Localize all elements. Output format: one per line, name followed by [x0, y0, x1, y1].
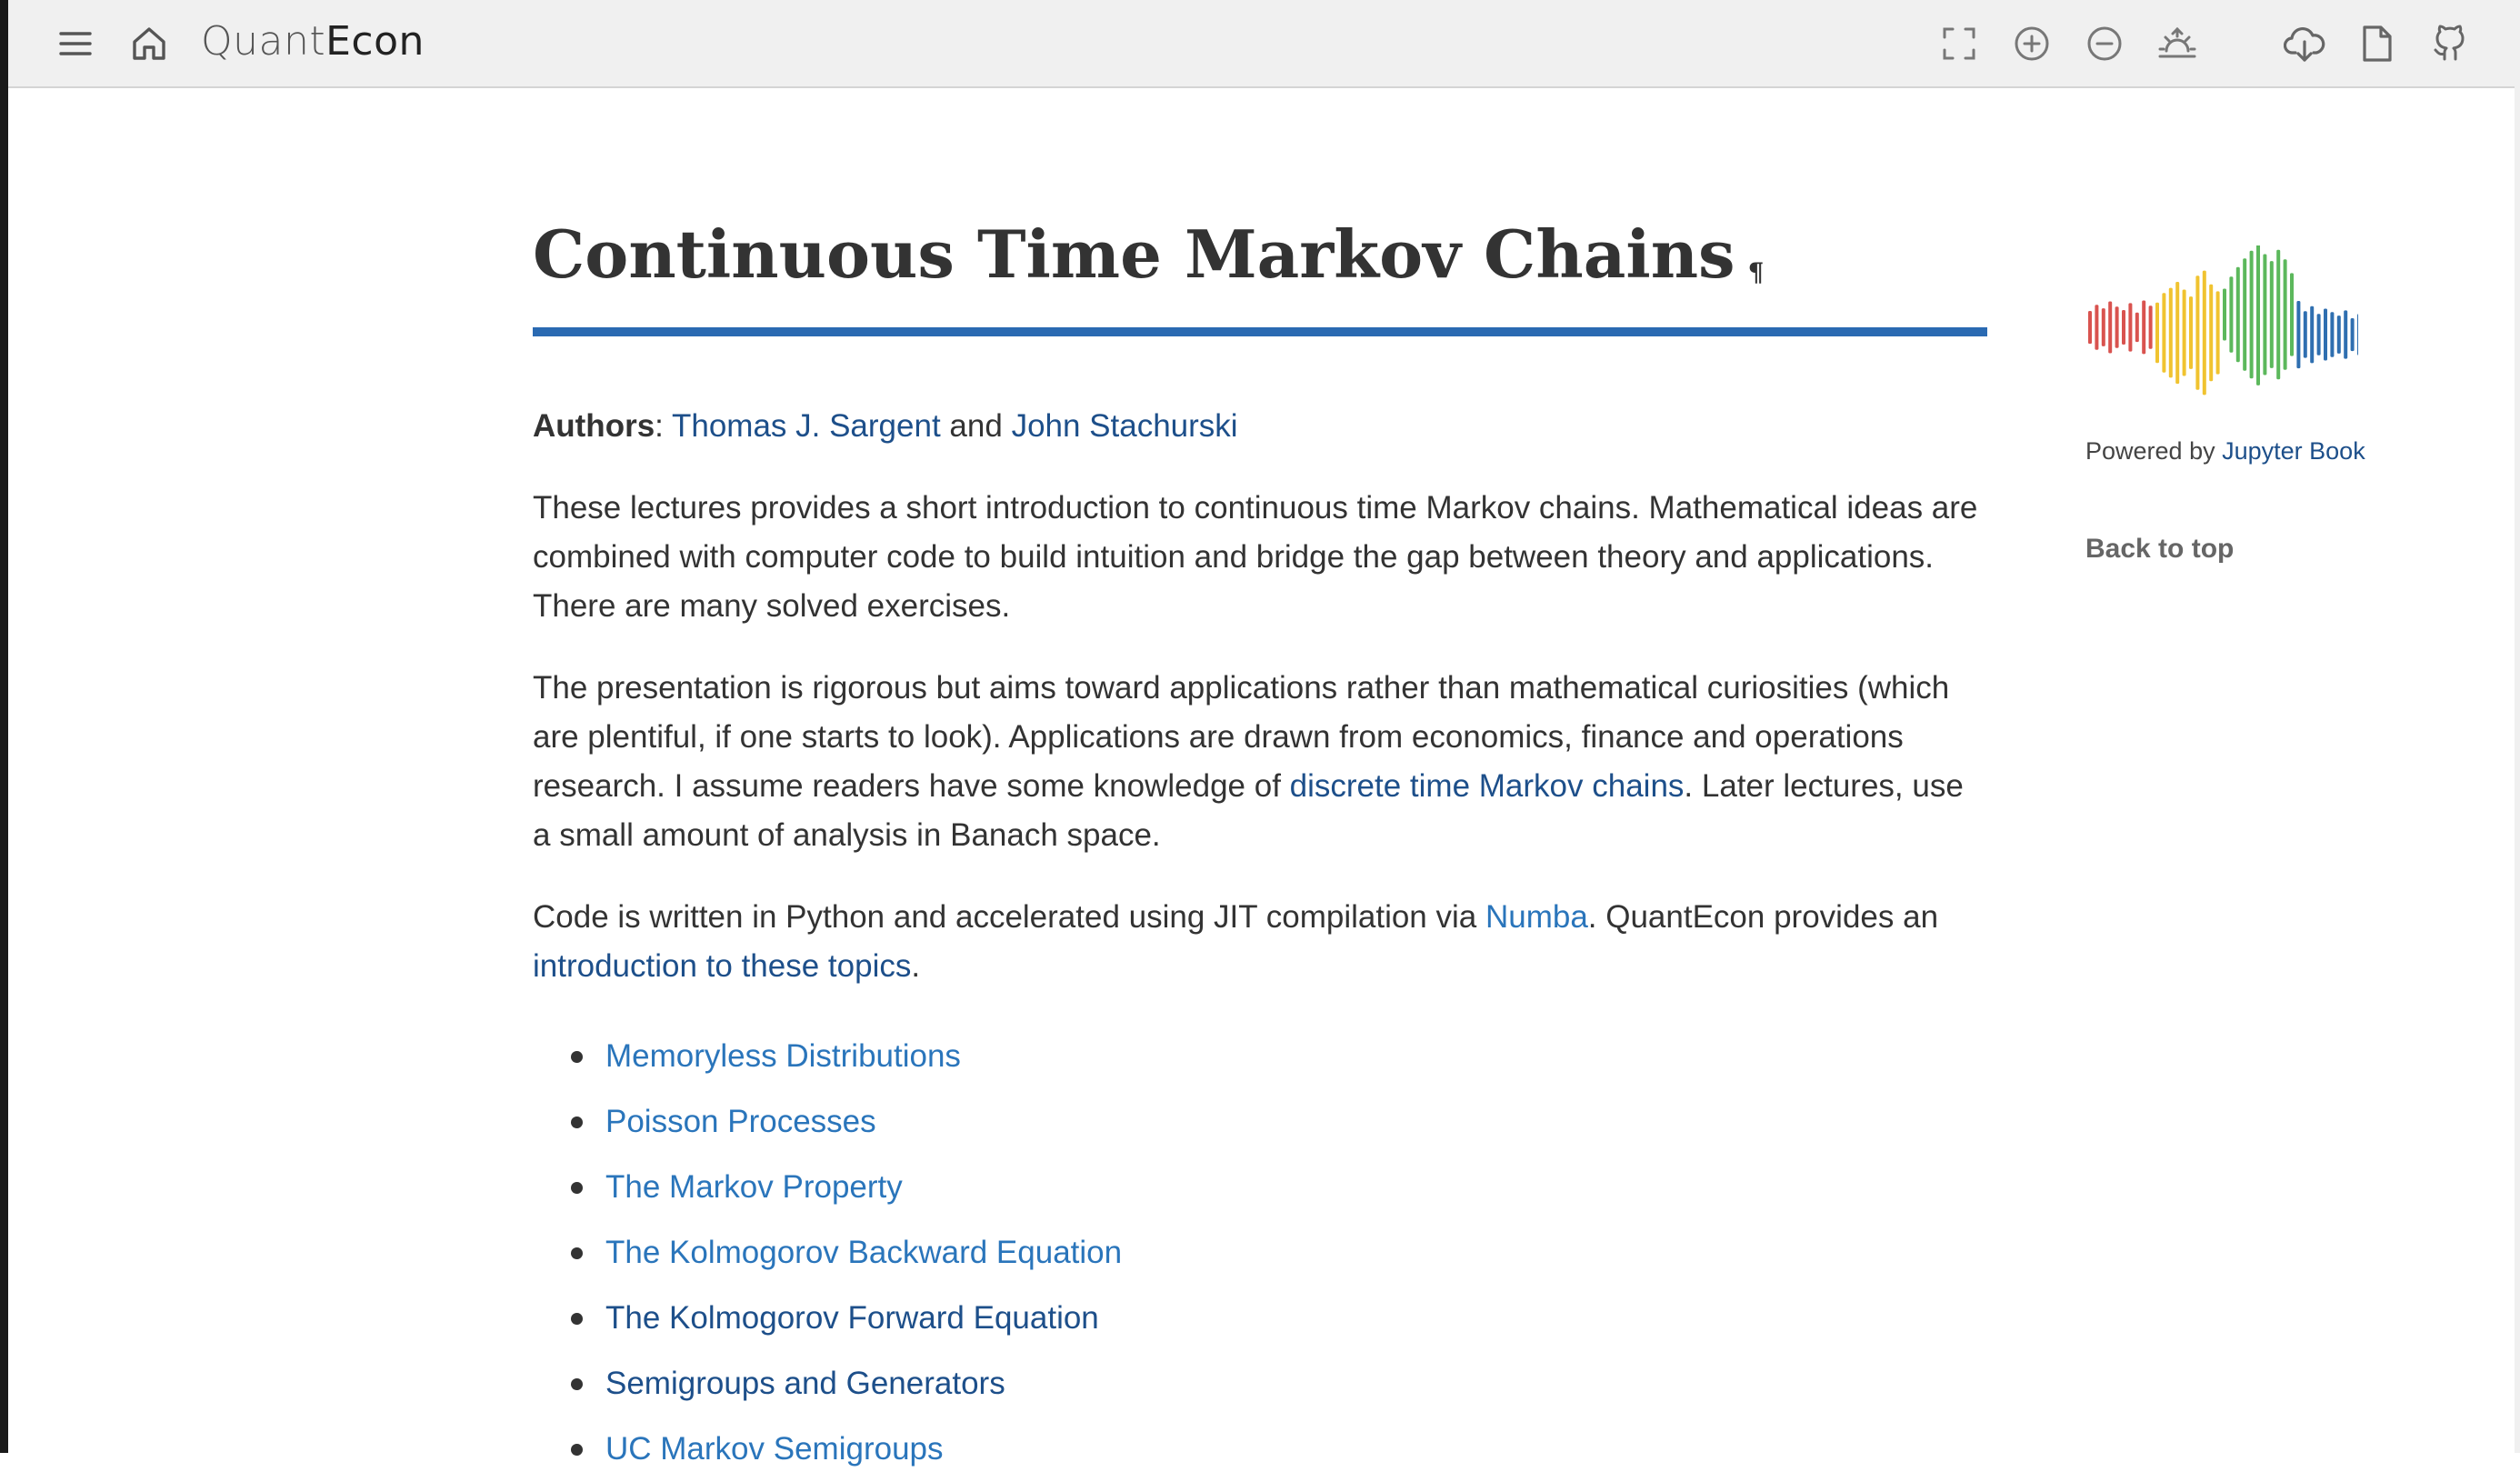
left-window-edge: [0, 0, 8, 1453]
fullscreen-icon[interactable]: [1932, 16, 1986, 71]
main-content: [533, 182, 1987, 1482]
logo-bar: [2284, 259, 2287, 370]
logo-bar: [2351, 318, 2355, 351]
logo-bar: [2142, 301, 2145, 355]
logo-bar: [2263, 255, 2266, 376]
lecture-link-kolmogorov-backward[interactable]: The Kolmogorov Backward Equation: [605, 1235, 1123, 1270]
logo-bar: [2357, 314, 2358, 355]
para3-text-before: Code is written in Python and accelerated using JIT compilation via: [533, 899, 1485, 935]
logo-bar: [2216, 291, 2220, 374]
logo-bar: [2250, 251, 2254, 379]
logo-bar: [2095, 305, 2098, 349]
logo-bar: [2128, 303, 2132, 351]
list-item: [605, 1351, 1987, 1417]
logo-bar: [2270, 261, 2274, 368]
logo-bar: [2290, 273, 2294, 355]
lecture-link-memoryless[interactable]: Memoryless Distributions: [605, 1038, 961, 1074]
hamburger-menu-icon[interactable]: [48, 16, 103, 71]
logo-bar: [2115, 306, 2119, 348]
file-icon[interactable]: [2350, 16, 2405, 71]
logo-bar: [2317, 314, 2321, 355]
numba-link[interactable]: Numba: [1485, 899, 1588, 935]
discrete-markov-chains-link[interactable]: discrete time Markov chains: [1289, 768, 1685, 804]
lecture-link-markov-property[interactable]: The Markov Property: [605, 1169, 903, 1205]
author-link-stachurski[interactable]: John Stachurski: [1011, 408, 1238, 444]
zoom-in-icon[interactable]: [2005, 16, 2059, 71]
logo-bar: [2203, 271, 2206, 396]
jupyter-book-logo-icon: [2085, 245, 2358, 400]
logo-bar: [2209, 285, 2213, 381]
lecture-link-kolmogorov-forward[interactable]: The Kolmogorov Forward Equation: [605, 1300, 1099, 1336]
list-item: [605, 1286, 1987, 1351]
logo-bar: [2236, 267, 2240, 363]
para2-text-before: The presentation is rigorous but aims toward applications rather than mathematical curiosities (which are plentiful, if one starts to look). Applications are drawn from economics, finance and operations research. I assume readers have some knowledge of: [533, 670, 1950, 804]
lecture-list: [533, 1024, 1987, 1482]
jupyter-book-link[interactable]: Jupyter Book: [2222, 437, 2365, 465]
logo-bar: [2243, 258, 2246, 371]
lecture-link-uc-markov[interactable]: UC Markov Semigroups: [605, 1431, 944, 1467]
logo-bar: [2122, 310, 2125, 345]
right-sidebar: [2085, 245, 2385, 567]
logo-bar: [2189, 296, 2193, 369]
list-item: [605, 1024, 1987, 1089]
logo-bar: [2175, 282, 2179, 384]
list-item: [605, 1089, 1987, 1155]
logo-bar: [2149, 305, 2153, 349]
logo-bar: [2310, 306, 2314, 364]
logo-bar: [2344, 310, 2347, 358]
logo-bar: [2195, 275, 2199, 389]
logo-bar: [2296, 301, 2300, 368]
para3-text-after: .: [911, 948, 921, 984]
page-title-text: Continuous Time Markov Chains: [533, 215, 1735, 293]
logo-bar: [2276, 250, 2280, 380]
authors-colon: :: [655, 408, 664, 444]
back-to-top-link[interactable]: Back to top: [2085, 534, 2235, 564]
logo-bar: [2162, 293, 2165, 372]
top-toolbar: [8, 0, 2515, 88]
logo-bar: [2102, 308, 2105, 346]
logo-bold-part: Econ: [325, 18, 425, 65]
logo-bar: [2169, 288, 2173, 378]
logo-bar: [2229, 276, 2233, 353]
para3-text-middle: . QuantEcon provides an: [1587, 899, 1939, 935]
para2-text-after: . Later lectures, use a small amount of analysis in Banach space.: [533, 768, 1964, 853]
logo-bar: [2330, 312, 2334, 356]
logo-bar: [2304, 311, 2307, 357]
code-paragraph: [533, 893, 1987, 991]
lecture-link-semigroups[interactable]: Semigroups and Generators: [605, 1366, 1005, 1401]
authors-and: and: [949, 408, 1003, 444]
intro-topics-link[interactable]: introduction to these topics: [533, 948, 912, 984]
title-underline: [533, 327, 1987, 336]
logo-light-part: Quant: [201, 18, 326, 65]
authors-line: [533, 402, 1987, 451]
list-item: [605, 1155, 1987, 1220]
right-window-edge: [2515, 0, 2520, 1453]
author-link-sargent[interactable]: Thomas J. Sargent: [671, 408, 941, 444]
logo-bar: [2223, 289, 2226, 341]
cloud-download-icon[interactable]: [2277, 16, 2332, 71]
logo-bar: [2088, 311, 2092, 344]
powered-by-line: [2085, 433, 2385, 469]
logo-bar: [2324, 309, 2327, 361]
zoom-out-icon[interactable]: [2077, 16, 2132, 71]
list-item: [605, 1220, 1987, 1286]
quantecon-logo[interactable]: [201, 13, 425, 71]
page-title: [533, 182, 1987, 327]
authors-label: Authors: [533, 408, 655, 444]
logo-bar: [2256, 245, 2260, 386]
intro-paragraph: These lectures provides a short introduction to continuous time Markov chains. Mathematical ideas are combined with computer code to build intuition and bridge the gap between theory and applications. There are many solved exercises.: [533, 490, 1978, 624]
permalink-anchor[interactable]: ¶: [1747, 257, 1765, 287]
presentation-paragraph: [533, 664, 1987, 860]
powered-by-text: Powered by: [2085, 437, 2215, 465]
logo-bar: [2108, 302, 2112, 354]
list-item: [605, 1417, 1987, 1482]
github-icon[interactable]: [2423, 16, 2477, 71]
sunrise-icon[interactable]: [2150, 16, 2205, 71]
logo-bar: [2337, 315, 2341, 354]
logo-bar: [2135, 313, 2139, 342]
lecture-link-poisson[interactable]: Poisson Processes: [605, 1104, 876, 1139]
home-icon[interactable]: [122, 16, 176, 71]
logo-bar: [2155, 303, 2159, 364]
logo-bar: [2183, 290, 2186, 376]
